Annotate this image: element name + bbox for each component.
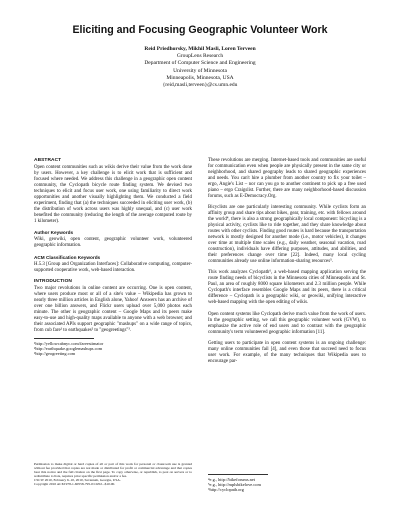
introduction-text: Two major revolutions in online content are occurring. One is open content, where users produce most or all of a site's value – Wikipedia has grown to nearly three million articles in English alone, Yahoo! Answers has an archive of over one billion answers, and Flickr users upload over 5,000 photos each minute. The other is geographic content – Google Maps and its peers make easy-to-use and high-quality maps available to anyone with a web browser; and their associated APIs support geographic "mashups" on a wide range of topics, from cub fare¹ to earthquakes² to "geogreetings"³. — [34, 285, 192, 333]
affiliation-line: Department of Computer Science and Engineering — [144, 60, 256, 67]
body-paragraph: Bicyclists are one particularly interesting community. While cyclists form an affinity group and share tips about bikes, gear, training, etc. with fellows around the world⁴, there is also a strong geographically local component: bicycling is a physical activity, cyclists like to ride together, and they share knowledge about routes with other cyclists. Finding good routes is hard because the transportation network is mostly designed for another mode (i.e., motor vehicles), it changes over time at multiple time scales (e.g., daily weather, seasonal vacation, road construction), individuals have differing purposes, attitudes, and abilities, and their preferences change over time [22]. Indeed, many local cycling communities already use online information-sharing resources⁵. — [208, 205, 366, 265]
footnote-6: ⁶http://cyclopath.org — [208, 487, 244, 493]
keywords-heading: Author Keywords — [34, 230, 74, 236]
abstract-heading: ABSTRACT — [34, 158, 62, 163]
right-footnotes — [208, 472, 366, 493]
acm-text: H.5.3 [Group and Organization Interfaces]: Collaborative computing, computer-supported cooperative work, web-based interaction. — [34, 261, 192, 273]
footnote-1: ¹http://yellowcabnyc.com/fareestimator — [34, 340, 104, 346]
affiliation-line: Minneapolis, Minnesota, USA — [166, 74, 234, 81]
abstract-text: Open content communities such as wikis derive their value from the work done by users. However, a key challenge is to elicit work that is sufficient and focused where needed. We address this challenge in a geographic open content community, the Cyclopath bicycle route finding system. We devised two techniques to elicit and focus user work, one using familiarity to direct work opportunities and another visually highlighting them. We conducted a field experiment, finding that (a) the techniques succeeded in eliciting user work, (b) the distribution of work across users was highly unequal, and (c) user work benefited the community (reducing the length of the average computed route by 1 kilometer). — [34, 165, 192, 225]
body-paragraph: Open content systems like Cyclopath derive much value from the work of users. In the geographic setting, we call this geographic volunteer work (GVW), to emphasize the active role of end users and to contrast with the geographic community's term volunteered geographic information [11]. — [208, 311, 366, 335]
paper-title: Eliciting and Focusing Geographic Volunteer Work — [72, 24, 328, 36]
permission-text: Permission to make digital or hard copies of all or part of this work for personal or classroom use is granted without fee provided that copies are not made or distributed for profit or commercial advantage and that copies bear this notice and the full citation on the first page. To copy otherwise, or republish, to post on servers or to redistribute to lists, requires prior specific permission and/or a fee. — [34, 462, 192, 479]
footnote-2: ²http://earthquake.googlemashups.com — [34, 346, 103, 352]
body-paragraph: Getting users to participate in open content systems is an ongoing challenge: many online communities fail [4], and even those that succeed need to focus user work. For example, of the many techniques that Wikipedia uses to encourage par- — [208, 340, 366, 364]
introduction-heading: INTRODUCTION — [34, 278, 72, 284]
footnote-3: ³http://geogreeting.com — [34, 351, 76, 357]
footnote-rule — [34, 338, 94, 339]
right-column — [208, 158, 366, 370]
footnote-rule — [208, 474, 268, 475]
conference-line: CSCW 2010, February 6–10, 2010, Savannah, Georgia, USA. — [34, 478, 121, 483]
keywords-text: Wiki, geowiki, open content, geographic volunteer work, volunteered geographic information. — [34, 237, 192, 249]
footnote-4: ⁴e.g., http://bikeforums.net — [208, 477, 256, 482]
permission-notice — [34, 462, 192, 487]
affiliation-line: University of Minnesota — [173, 67, 227, 74]
body-paragraph: This work analyzes Cyclopath⁶, a web-based mapping application serving the route finding needs of bicyclists in the Minnesota cities of Minneapolis and St. Paul, an area of roughly 8000 square kilometers and 2.3 million people. While Cyclopath's interface resembles Google Maps and its peers, there is a critical difference – Cyclopath is a geographic wiki, or geowiki, unifying interactive web-based mapping with the open editing of wikis. — [208, 270, 366, 306]
affiliation-line: GroupLens Research — [176, 53, 224, 60]
author-block — [0, 46, 400, 89]
left-column — [34, 158, 192, 357]
acm-heading: ACM Classification Keywords — [34, 254, 101, 260]
body-paragraph: These revolutions are merging. Internet-based tools and communities are useful for communication even when people are physically present in the same city or neighborhood, and shared geography leads to shared geographic experiences and needs. You can't hire a plumber from another country to fix your toilet – ergo, Angie's List – nor can you go to another continent to pick up a free used piano – ergo Craigslist. Further, there are many neighborhood-based discussion forums, such as E-Democracy.Org. — [208, 158, 366, 199]
author-emails: {reid,masli,terveen}@cs.umn.edu — [162, 82, 238, 89]
footnote-5: ⁵e.g., http://mplsbikelove.com — [208, 482, 261, 488]
copyright-line: Copyright 2010 ACM 978-1-60558-795-0/10/02...$10.00. — [34, 482, 116, 487]
author-names: Reid Priedhorsky, Mikhil Masli, Loren Terveen — [144, 46, 256, 52]
